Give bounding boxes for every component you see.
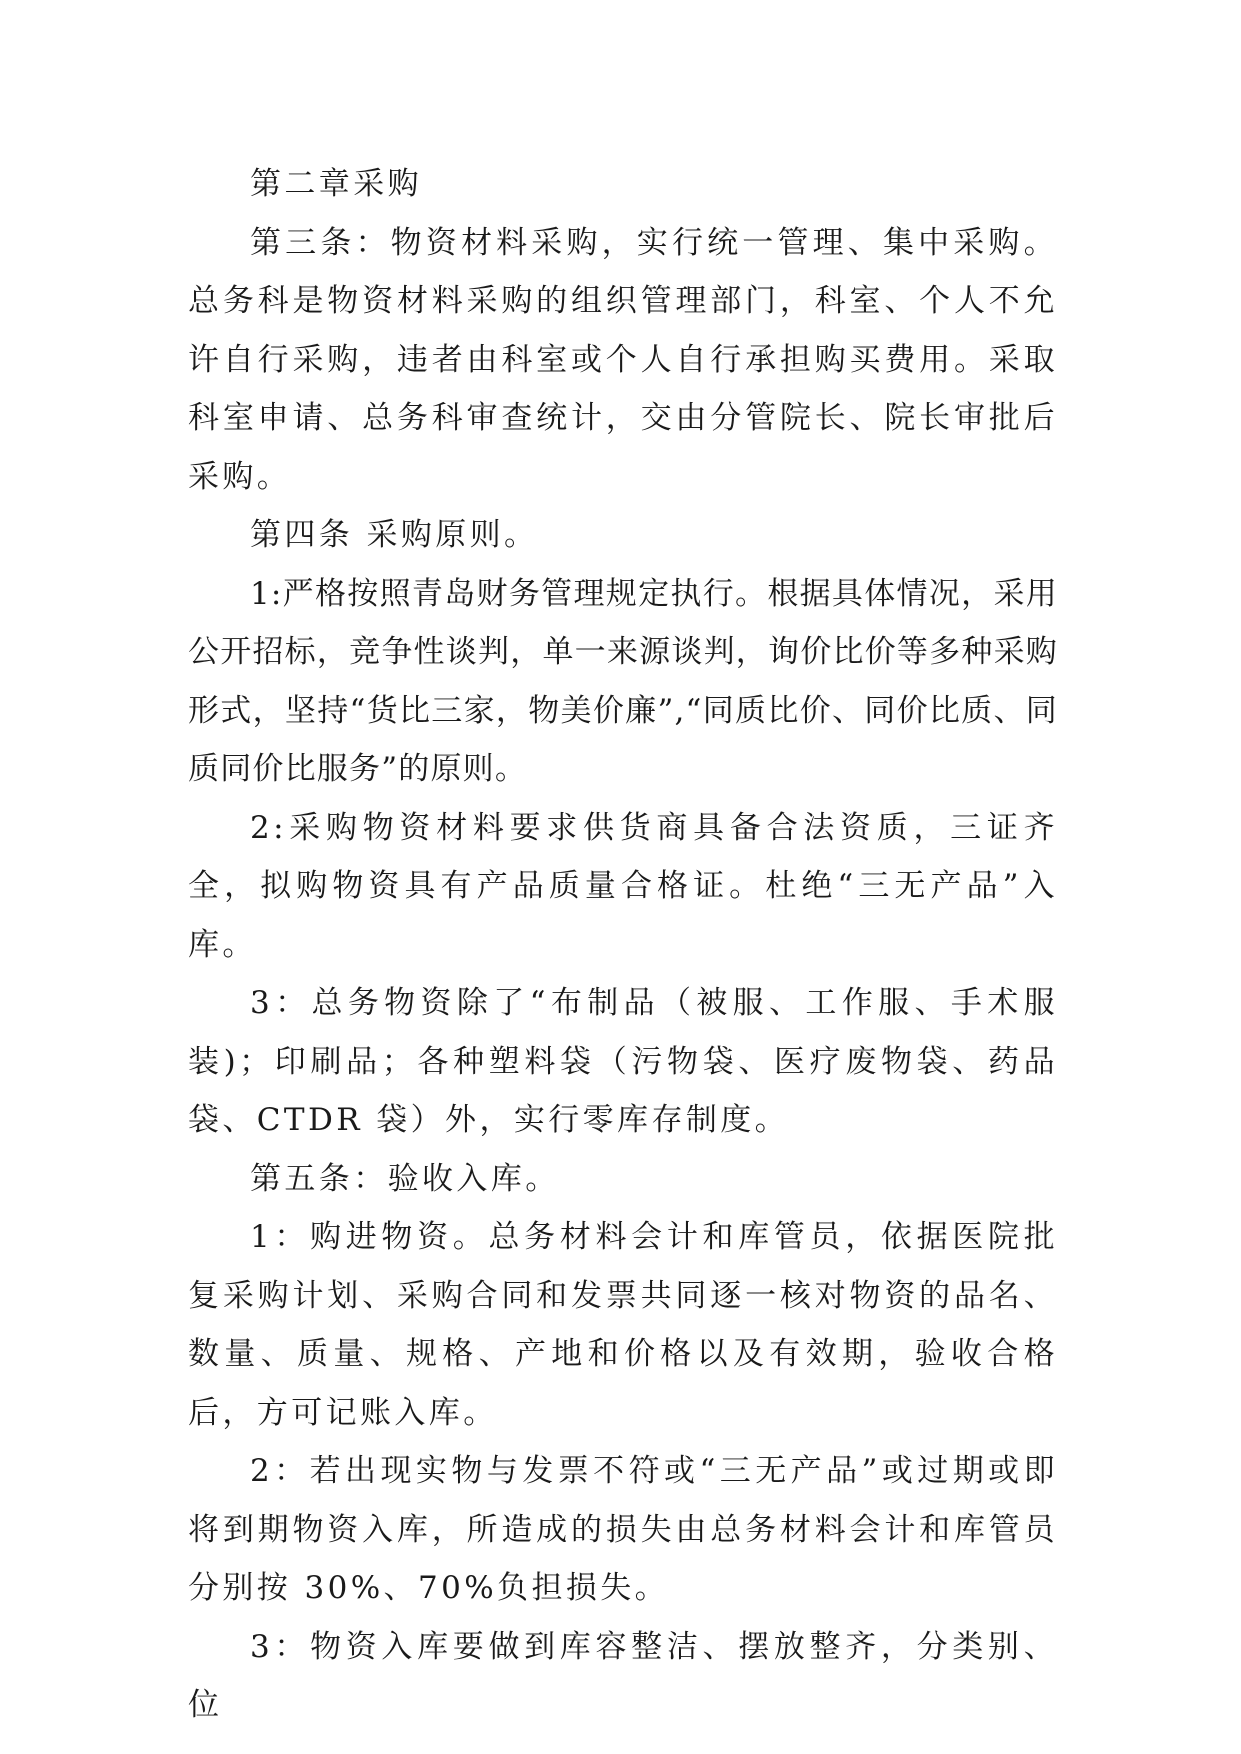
document-body (188, 155, 1058, 1735)
article-4-item-1: 1:严格按照青岛财务管理规定执行。根据具体情况，采用公开招标，竞争性谈判，单一来源谈判，询价比价等多种采购形式，坚持“货比三家，物美价廉”,“同质比价、同价比质、同质同价比服务”的原则。 (188, 575, 1058, 787)
article-4-item-2: 2:采购物资材料要求供货商具备合法资质，三证齐全，拟购物资具有产品质量合格证。杜绝“三无产品”入库。 (188, 809, 1058, 963)
article-5-item-2: 2：若出现实物与发票不符或“三无产品”或过期或即将到期物资入库，所造成的损失由总务材料会计和库管员分别按 30%、70%负担损失。 (188, 1453, 1058, 1606)
article-5-item-3: 3：物资入库要做到库容整洁、摆放整齐，分类别、位 (188, 1628, 1058, 1723)
article-4-heading: 第四条 采购原则。 (250, 517, 539, 553)
article-5-item-1: 1：购进物资。总务材料会计和库管员，依据医院批复采购计划、采购合同和发票共同逐一核对物资的品名、数量、质量、规格、产地和价格以及有效期，验收合格后，方可记账入库。 (188, 1219, 1058, 1431)
article-3-paragraph: 第三条：物资材料采购，实行统一管理、集中采购。总务科是物资材料采购的组织管理部门，科室、个人不允许自行采购，违者由科室或个人自行承担购买费用。采取科室申请、总务科审查统计，交由分管院长、院长审批后采购。 (188, 224, 1058, 495)
chapter-heading: 第二章采购 (250, 166, 422, 202)
article-4-item-3: 3：总务物资除了“布制品（被服、工作服、手术服装)；印刷品；各种塑料袋（污物袋、医疗废物袋、药品袋、CTDR 袋）外，实行零库存制度。 (188, 985, 1058, 1138)
article-5-heading: 第五条：验收入库。 (250, 1160, 560, 1197)
